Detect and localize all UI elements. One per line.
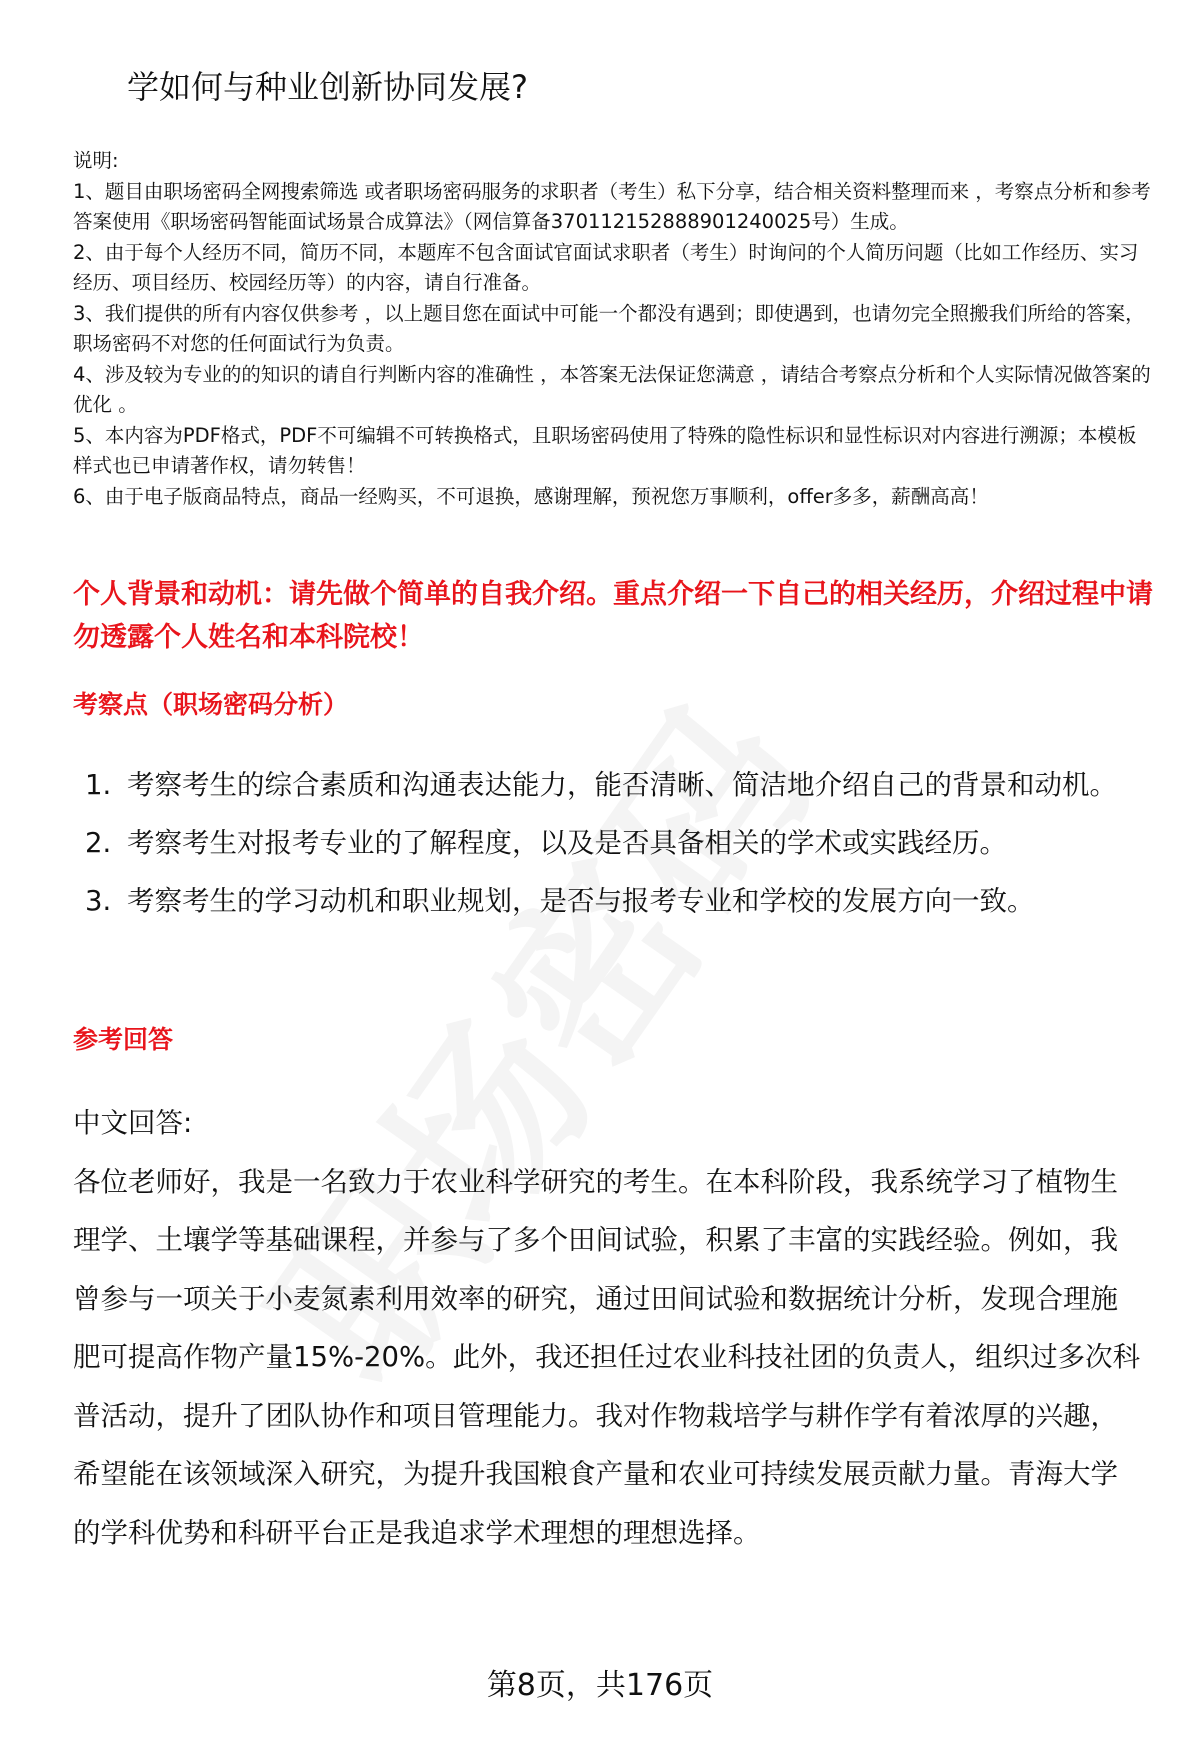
- answer-text: 各位老师好，我是一名致力于农业科学研究的考生。在本科阶段，我系统学习了植物生理学、土壤学等基础课程，并参与了多个田间试验，积累了丰富的实践经验。例如，我曾参与一项关于小麦氮素利用效率的研究，通过田间试验和数据统计分析，发现合理施肥可提高作物产量15%-20%。此外，我还担任过农业科技社团的负责人，组织过多次科普活动，提升了团队协作和项目管理能力。我对作物栽培学与耕作学有着浓厚的兴趣，希望能在该领域深入研究，为提升我国粮食产量和农业可持续发展贡献力量。青海大学的学科优势和科研平台正是我追求学术理想的理想选择。: [73, 1165, 1141, 1549]
- note-item: 1、题目由职场密码全网搜索筛选 或者职场密码服务的求职者（考生）私下分享，结合相关资料整理而来 ，考察点分析和参考答案使用《职场密码智能面试场景合成算法》（网信算备370112152888901240025号）生成。: [73, 179, 1151, 233]
- list-number: 1.: [85, 769, 112, 801]
- list-number: 3.: [85, 885, 112, 917]
- note-item: 4、涉及较为专业的的知识的请自行判断内容的准确性 ，本答案无法保证您满意 ，请结合考察点分析和个人实际情况做答案的优化 。: [73, 362, 1151, 416]
- analysis-heading: 考察点（职场密码分析）: [73, 690, 349, 719]
- list-item: [85, 756, 1145, 814]
- list-number: 2.: [85, 827, 112, 859]
- answer-heading: 参考回答: [73, 1025, 174, 1054]
- page-number: 第8页，共176页: [486, 1668, 714, 1703]
- note-item: 2、由于每个人经历不同，简历不同，本题库不包含面试官面试求职者（考生）时询问的个人简历问题（比如工作经历、实习经历、项目经历、校园经历等）的内容，请自行准备。: [73, 240, 1139, 294]
- answer-body: [73, 1094, 1143, 1562]
- page-title: 学如何与种业创新协同发展?: [127, 68, 528, 106]
- question-heading: 个人背景和动机：请先做个简单的自我介绍。重点介绍一下自己的相关经历，介绍过程中请勿透露个人姓名和本科院校！: [73, 579, 1153, 653]
- notes: [73, 146, 1153, 512]
- list-text: 考察考生的学习动机和职业规划，是否与报考专业和学校的发展方向一致。: [127, 885, 1035, 917]
- notes-heading: 说明:: [73, 149, 119, 172]
- note-item: 5、本内容为PDF格式，PDF不可编辑不可转换格式，且职场密码使用了特殊的隐性标识和显性标识对内容进行溯源；本模板样式也已申请著作权，请勿转售！: [73, 423, 1137, 477]
- note-item: 6、由于电子版商品特点，商品一经购买，不可退换，感谢理解，预祝您万事顺利，offer多多，薪酬高高！: [73, 484, 989, 508]
- analysis-list: [85, 756, 1145, 930]
- answer-label: 中文回答:: [73, 1107, 193, 1139]
- list-text: 考察考生对报考专业的了解程度，以及是否具备相关的学术或实践经历。: [127, 827, 1007, 859]
- list-item: [85, 814, 1145, 872]
- list-text: 考察考生的综合素质和沟通表达能力，能否清晰、简洁地介绍自己的背景和动机。: [127, 769, 1117, 801]
- note-item: 3、我们提供的所有内容仅供参考 ，以上题目您在面试中可能一个都没有遇到；即使遇到，也请勿完全照搬我们所给的答案，职场密码不对您的任何面试行为负责。: [73, 301, 1145, 355]
- list-item: [85, 872, 1145, 930]
